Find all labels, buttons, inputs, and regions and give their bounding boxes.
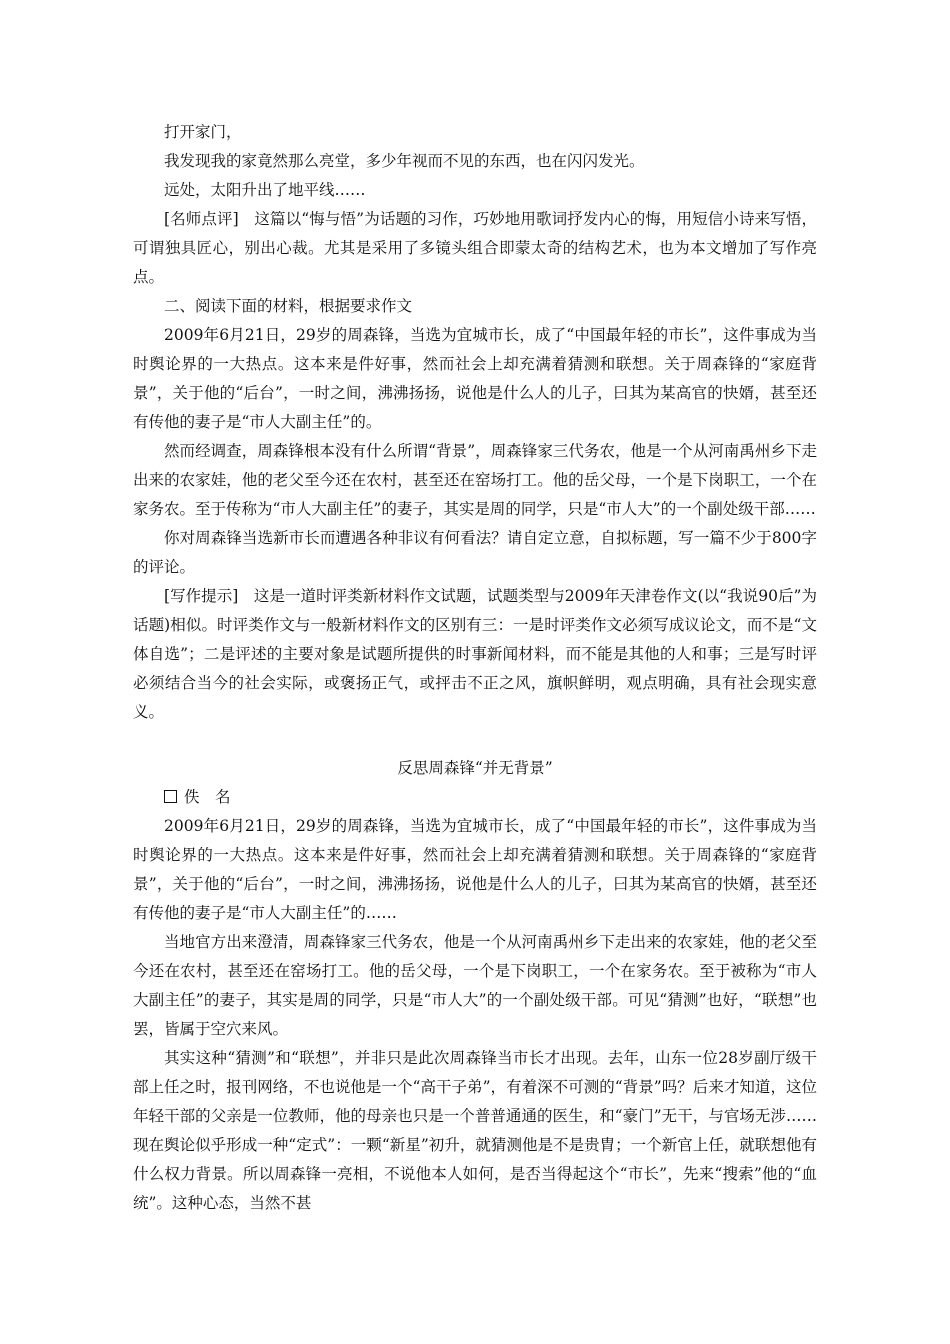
section-heading: 二、阅读下面的材料，根据要求作文 <box>164 297 413 315</box>
task-paragraph: 你对周森锋当选新市长而遭遇各种非议有何看法？请自定立意，自拟标题，写一篇不少于800字的评论。 <box>133 529 817 576</box>
document-page <box>133 118 817 1218</box>
essay-author <box>133 783 817 812</box>
teacher-comment-paragraph: [名师点评] 这篇以“悔与悟”为话题的习作，巧妙地用歌词抒发内心的悔，用短信小诗来写悟，可谓独具匠心，别出心裁。尤其是采用了多镜头组合即蒙太奇的结构艺术，也为本文增加了写作亮点。 <box>133 210 817 286</box>
writing-tip-paragraph: [写作提示] 这是一道时评类新材料作文试题，试题类型与2009年天津卷作文(以“我说90后”为话题)相似。时评类作文与一般新材料作文的区别有三：一是时评类作文必须写成议论文，而不是“文体自选”；二是评述的主要对象是试题所提供的时事新闻材料，而不能是其他的人和事；三是写时评必须结合当今的社会实际，或褒扬正气，或抨击不正之风，旗帜鲜明，观点明确，具有社会现实意义。 <box>133 587 817 721</box>
essay-title: 反思周森锋“并无背景” <box>397 759 553 777</box>
paragraph: 打开家门， <box>164 123 242 141</box>
essay-paragraph: 其实这种“猜测”和“联想”，并非只是此次周森锋当市长才出现。去年，山东一位28岁副厅级干部上任之时，报刊网络，不也说他是一个“高干子弟”，有着深不可测的“背景”吗？后来才知道，这位年轻干部的父亲是一位教师，他的母亲也只是一个普普通通的医生，和“豪门”无干，与官场无涉……现在舆论似乎形成一种“定式”：一颗“新星”初升，就猜测他是不是贵胄；一个新官上任，就联想他有什么权力背景。所以周森锋一亮相，不说他本人如何，是否当得起这个“市长”，先来“搜索”他的“血统”。这种心态，当然不甚 <box>133 1049 817 1212</box>
checkbox-square-icon <box>164 790 177 803</box>
author-char: 名 <box>215 788 231 806</box>
paragraph: 我发现我的家竟然那么亮堂，多少年视而不见的东西，也在闪闪发光。 <box>164 152 645 170</box>
author-char: 佚 <box>184 788 200 806</box>
essay-paragraph: 当地官方出来澄清，周森锋家三代务农，他是一个从河南禹州乡下走出来的农家娃，他的老父至今还在农村，甚至还在窑场打工。他的岳父母，一个是下岗职工，一个在家务农。至于被称为“市人大副主任”的妻子，其实是周的同学，只是“市人大”的一个副处级干部。可见“猜测”也好，“联想”也罢，皆属于空穴来风。 <box>133 933 817 1038</box>
paragraph: 远处，太阳升出了地平线…… <box>164 181 366 199</box>
material-paragraph: 2009年6月21日，29岁的周森锋，当选为宜城市长，成了“中国最年轻的市长”，这件事成为当时舆论界的一大热点。这本来是件好事，然而社会上却充满着猜测和联想。关于周森锋的“家庭背景”，关于他的“后台”，一时之间，沸沸扬扬，说他是什么人的儿子，曰其为某高官的快婿，甚至还有传他的妻子是“市人大副主任”的。 <box>133 326 817 431</box>
material-paragraph: 然而经调查，周森锋根本没有什么所谓“背景”，周森锋家三代务农，他是一个从河南禹州乡下走出来的农家娃，他的老父至今还在农村，甚至还在窑场打工。他的岳父母，一个是下岗职工，一个在家务农。至于传称为“市人大副主任”的妻子，其实是周的同学，只是“市人大”的一个副处级干部…… <box>133 442 817 518</box>
essay-paragraph: 2009年6月21日，29岁的周森锋，当选为宜城市长，成了“中国最年轻的市长”，这件事成为当时舆论界的一大热点。这本来是件好事，然而社会上却充满着猜测和联想。关于周森锋的“家庭背景”，关于他的“后台”，一时之间，沸沸扬扬，说他是什么人的儿子，曰其为某高官的快婿，甚至还有传他的妻子是“市人大副主任”的…… <box>133 817 817 922</box>
